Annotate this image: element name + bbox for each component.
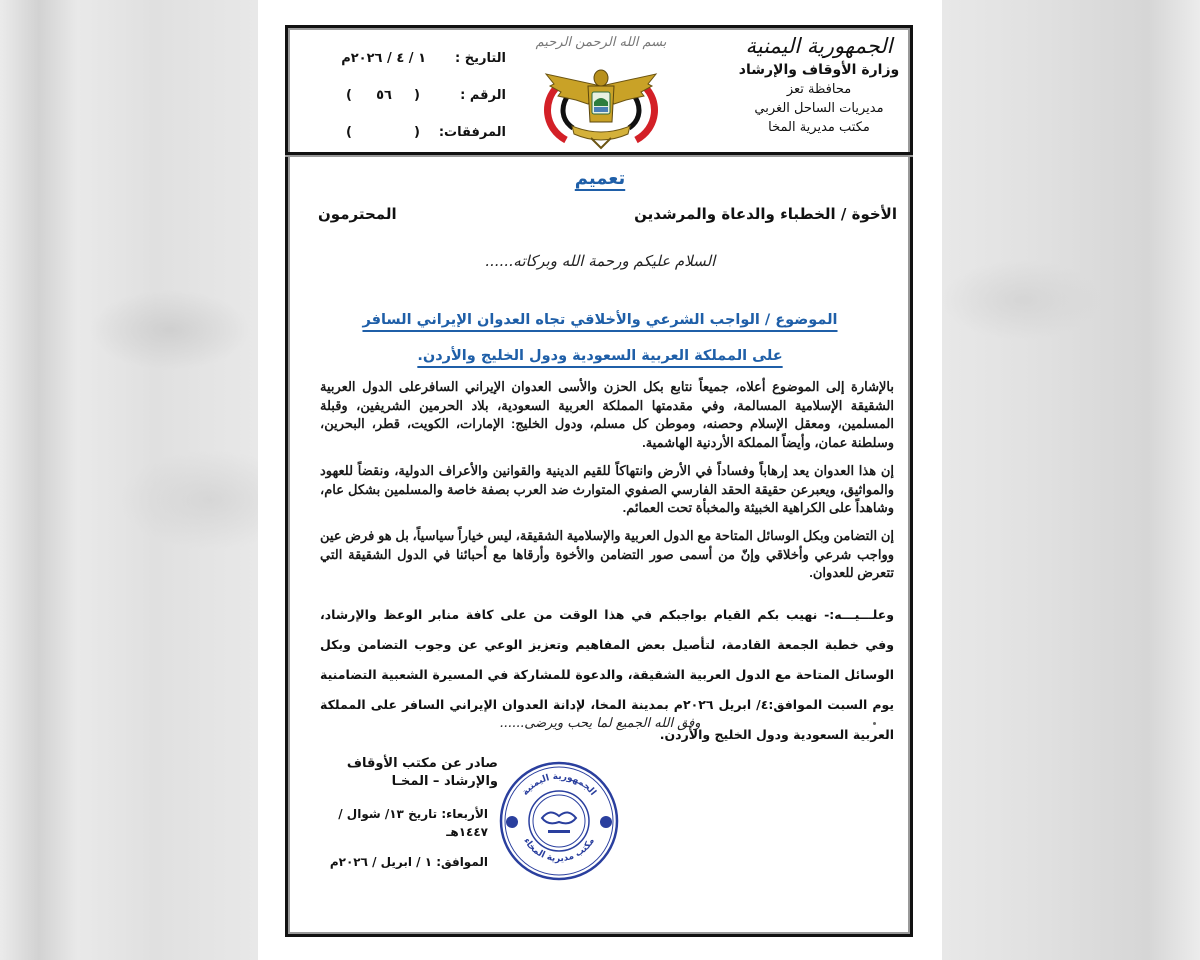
yemen-eagle-emblem-icon [536,56,666,151]
document-title: تعميم [574,168,626,189]
subject-line-1: الموضوع / الواجب الشرعي والأخلاقي تجاه العدوان الإيراني السافر [362,312,838,328]
issued-by: صادر عن مكتب الأوقاف والإرشاد – المخـا [346,756,498,789]
republic-name: الجمهورية اليمنية [745,34,893,58]
office-name: مكتب مديرية المخا [768,120,870,135]
paragraph-2: إن هذا العدوان يعد إرهاباً وفساداً في الأرض وانتهاكاً للقيم الدينية والقوانين والأعراف الدولية، ونقضاً للعهود والمواثيق، ويعبرعن حقيقة الحقد الفارسي الصفوي المتوارث ضد العرب بصفة خاصة والمسلمين بشكل عام، وشاهداً على الكراهية الخبيثة والمخبأة تحت العمائم. [320,463,894,515]
number-value: ٥٦ [376,88,392,103]
recipient: الأخوة / الخطباء والدعاة والمرشدين [634,205,897,223]
header-emblem-block [526,32,676,151]
attachments-row [296,114,506,151]
recipient-line [318,205,897,229]
background-blur-left [0,0,258,960]
stamp-bottom-text: مكتب مديرية المخاء [521,836,597,865]
header-divider [285,152,913,155]
stray-dot [873,722,876,725]
attachments-label: المرفقات: [438,125,506,140]
paragraph-3: إن التضامن وبكل الوسائل المتاحة مع الدول العربية والإسلامية الشقيقة، ليس خياراً سياسياً، بل هو فرض عين وواجب شرعي وأخلاقي وإنّ من أسمى صور التضامن والأخوة وأرقاها مع أحبائنا في الدول الشقيقة التي تتعرض للعدوان. [320,528,894,580]
number-paren: ( ٥٦ ) [346,88,422,103]
greeting: السلام عليكم ورحمة الله وبركاته...... [484,252,716,270]
svg-text:الجمهورية اليمنية [520,772,597,798]
date-label: التاريخ : [455,51,506,66]
attachments-paren: ( ) [346,125,422,140]
subject [258,302,942,374]
number-row [296,77,506,114]
official-stamp-icon [498,760,620,882]
letterhead [734,32,904,137]
document-page [258,0,942,960]
ministry-name: وزارة الأوقاف والإرشاد [738,62,900,78]
directive-text: نهيب بكم القيام بواجبكم في هذا الوقت من على كافة منابر الوعظ والإرشاد، وفي خطبة الجمعة القادمة، لتأصيل بعض المفاهيم وتعزيز الوعي عن وجوب التضامن وبكل الوسائل المتاحة مع الدول العربية الشقيقة، والدعوة للمشاركة في المسيرة الشعبية التضامنية يوم السبت الموافق:٤/ ابريل ٢٠٢٦م بمدينة المخا، لإدانة العدوان الإيراني السافر على المملكة العربية السعودية ودول الخليج والأردن. [320,607,895,742]
governorate-name: محافظة تعز [786,82,852,97]
date-row [296,40,506,77]
closing-line: وفق الله الجميع لما يحب ويرضى...... [499,716,701,731]
gregorian-date: الموافق: ١ / ابريل / ٢٠٢٦م [329,855,488,869]
directive-lead: وعلـــيـــه:- [824,607,895,622]
directorates-name: مديريات الساحل الغربي [754,101,884,116]
paragraph-1: بالإشارة إلى الموضوع أعلاه، جميعاً نتابع بكل الحزن والأسى العدوان الإيراني السافرعلى الدول العربية الشقيقة الإسلامية المسالمة، وفي مقدمتها المملكة العربية السعودية، بلاد الحرمين الشريفين، وقبلة المسلمين، ومعقل الإسلام وحصنه، وموطن كل مسلم، ودول الخليج: الإمارات، الكويت، قطر، البحرين، وسلطنة عمان، وأيضاً المملكة الأردنية الهاشمية. [320,379,894,450]
reference-block [296,40,506,151]
date-value: ١ / ٤ / ٢٠٢٦م [341,51,426,66]
recipient-honorific: المحترمون [318,205,397,223]
stamp-top-text: الجمهورية اليمنية [520,771,598,798]
number-label: الرقم : [460,88,506,103]
hijri-date: الأربعاء: تاريخ ١٣/ شوال /١٤٤٧هـ [338,807,488,839]
subject-line-2: على المملكة العربية السعودية ودول الخليج والأردن. [417,348,783,364]
issuer-block [318,755,498,871]
basmala: بسم الله الرحمن الرحيم [535,35,667,50]
background-blur-right [942,0,1200,960]
